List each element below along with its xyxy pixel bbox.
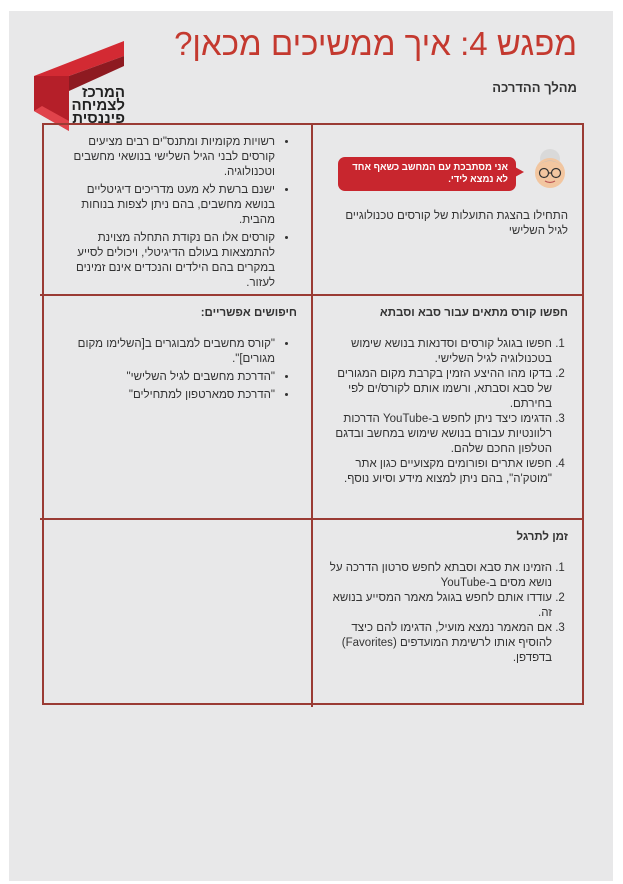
list-item: 2. עודדו אותם לחפש בגוגל מאמר המסייע בנושא זה. (327, 591, 552, 621)
list-item: 4. חפשו אתרים ופורומים מקצועיים כגון אתר "מוטק'ה", בהם ניתן למצוא מידע וסיוע נוסף. (327, 457, 552, 487)
practice-heading: זמן לתרגל (516, 531, 568, 543)
grandma-icon (528, 147, 572, 197)
logo-text: המרכז לצמיחה פיננסית (71, 84, 125, 127)
speech-area (322, 147, 572, 197)
notes-cell (40, 125, 311, 296)
list-item: • קורסים אלו הם נקודת התחלה מצוינת להתמצאות בעולם הדיגיטלי, ויכולים לסייע במקרים בהם הילדים והנכדים אינם זמינים לעזור. (54, 231, 275, 291)
practice-cell (311, 520, 582, 707)
content-grid (42, 123, 584, 705)
practice-steps (327, 561, 568, 666)
list-item: • "הדרכת סמארטפון למתחילים" (54, 388, 275, 403)
intro-cell (311, 125, 582, 296)
notes-list (54, 135, 297, 291)
empty-cell (40, 520, 311, 707)
list-item: • ישנם ברשת לא מעט מדריכים דיגיטליים בנושא מחשבים, בהם ניתן לצפות בנוחות מהבית. (54, 183, 275, 228)
queries-cell (40, 296, 311, 520)
queries-heading: חיפושים אפשריים: (200, 307, 297, 319)
speech-bubble: אני מסתבכת עם המחשב כשאף אחד לא נמצא לידי. (338, 157, 516, 191)
page-title: מפגש 4: איך ממשיכים מכאן? (174, 25, 577, 62)
list-item: 1. חפשו בגוגל קורסים וסדנאות בנושא שימוש בטכנולוגיה לגיל השלישי. (327, 337, 552, 367)
list-item: 3. הדגימו כיצד ניתן לחפש ב-YouTube הדרכות רלוונטיות עבורם בנושא שימוש במחשב ובדגם הטלפון החכם שלהם. (327, 412, 552, 457)
list-item: • "קורס מחשבים למבוגרים ב[השלימו מקום מגורים]". (54, 337, 275, 367)
section-subtitle: מהלך ההדרכה (492, 80, 577, 95)
list-item: • רשויות מקומיות ומתנס"ים רבים מציעים קורסים לבני הגיל השלישי בנושאי מחשבים וטכנולוגיה. (54, 135, 275, 180)
list-item: 2. בדקו מהו ההיצע הזמין בקרבת מקום המגורים של סבא וסבתא, ורשמו אותם לקורס/ים לפי בחירתם. (327, 367, 552, 412)
search-heading: חפשו קורס מתאים עבור סבא וסבתא (379, 307, 568, 319)
search-steps (327, 337, 568, 487)
list-item: • "הדרכת מחשבים לגיל השלישי" (54, 370, 275, 385)
list-item: 1. הזמינו את סבא וסבתא לחפש סרטון הדרכה על נושא מסים ב-YouTube (327, 561, 552, 591)
search-cell (311, 296, 582, 520)
queries-list (54, 337, 297, 403)
intro-text: התחילו בהצגת התועלות של קורסים טכנולוגיים לגיל השלישי (345, 210, 568, 237)
list-item: 3. אם המאמר נמצא מועיל, הדגימו להם כיצד להוסיף אותו לרשימת המועדפים (Favorites) בדפדפן. (327, 621, 552, 666)
page (9, 11, 613, 881)
